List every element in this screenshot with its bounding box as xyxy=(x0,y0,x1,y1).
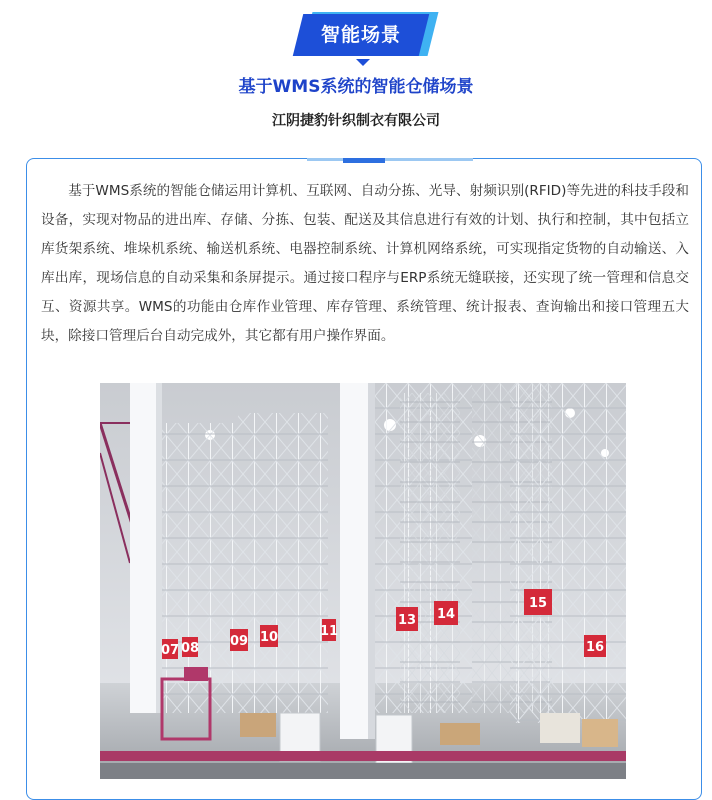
warehouse-photo xyxy=(100,383,626,779)
rack-label-16 xyxy=(584,635,606,657)
rack-label-15 xyxy=(524,589,552,615)
rack-label-13 xyxy=(396,607,418,631)
page-title: 基于WMS系统的智能仓储场景 xyxy=(236,74,477,100)
rack-label-text: 15 xyxy=(528,596,548,611)
rack-label-text: 07 xyxy=(160,643,180,658)
badge-label: 智能场景 xyxy=(320,24,401,46)
company-name: 江阴捷豹针织制衣有限公司 xyxy=(272,113,440,129)
section-header xyxy=(0,0,712,72)
rack-label-text: 11 xyxy=(319,624,339,639)
rack-label-text: 09 xyxy=(229,634,249,649)
card-top-line xyxy=(307,158,473,161)
title-row xyxy=(0,74,712,100)
rack-label-text: 13 xyxy=(397,613,417,628)
rack-label-text: 08 xyxy=(180,641,200,656)
rack-label-text: 16 xyxy=(585,640,605,655)
content-card xyxy=(26,158,702,800)
rack-section xyxy=(238,413,328,713)
rack-label-10 xyxy=(260,625,278,647)
rack-label-07 xyxy=(161,639,179,659)
rack-label-text: 14 xyxy=(436,607,456,622)
rack-label-text: 10 xyxy=(259,630,279,645)
description-paragraph: 基于WMS系统的智能仓储运用计算机、互联网、自动分拣、光导、射频识别(RFID)等先进的科技手段和设备，实现对物品的进出库、存储、分拣、包装、配送及其信息进行有效的计划、执行和控制，其中包括立库货架系统、堆垛机系统、输送机系统、电器控制系统、计算机网络系统，可实现指定货物的自动输送、入库出库，现场信息的自动采集和条屏提示。通过接口程序与ERP系统无缝联接，还实现了统一管理和信息交互、资源共享。WMS的功能由仓库作业管理、库存管理、系统管理、统计报表、查询输出和接口管理五大块，除接口管理后台自动完成外，其它都有用户操作界面。 xyxy=(41,183,689,344)
rack-label-09 xyxy=(230,629,248,651)
rack-label-11 xyxy=(320,619,338,641)
pillar xyxy=(130,383,160,713)
rack-label-08 xyxy=(181,637,199,657)
card-top-accent xyxy=(343,158,385,163)
badge-pointer-icon xyxy=(356,59,370,66)
conveyor xyxy=(100,751,626,779)
rack-section xyxy=(510,383,626,723)
rack-section xyxy=(397,393,460,713)
rack-label-14 xyxy=(434,601,458,625)
